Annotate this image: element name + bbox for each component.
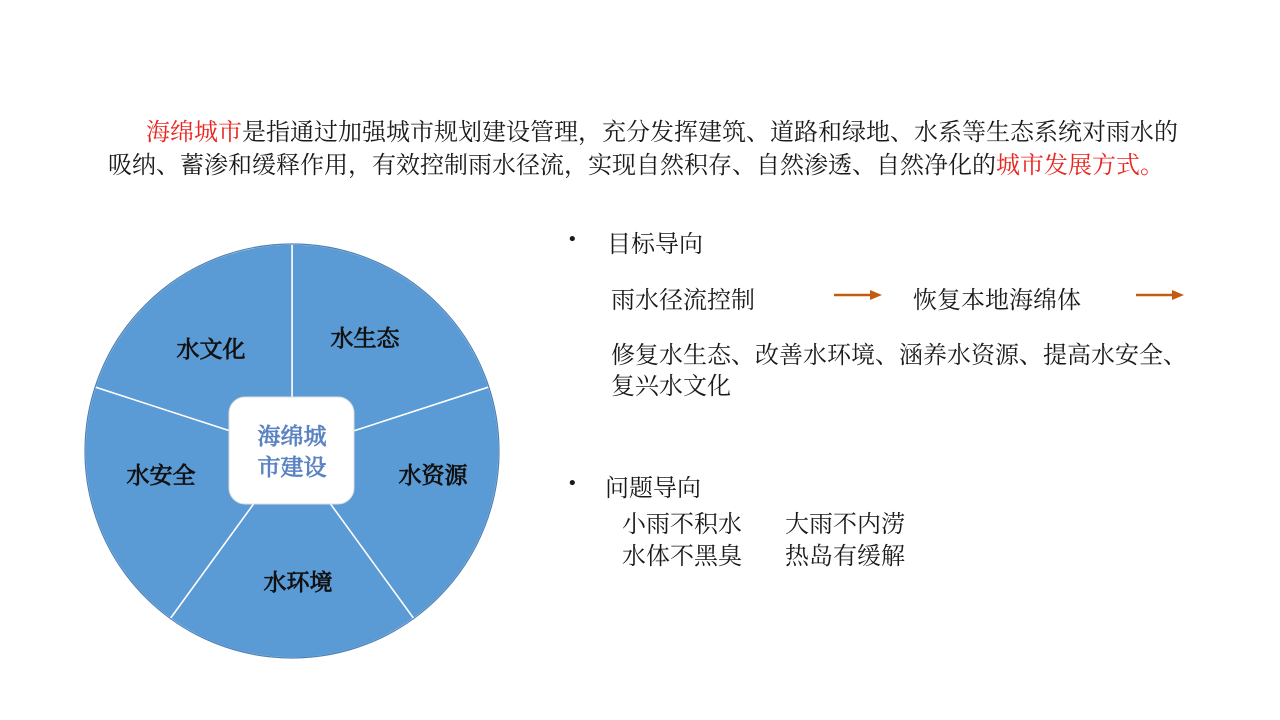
intro-paragraph: [108, 116, 1178, 182]
goals-outcome-line-1: 修复水生态、改善水环境、涵养水资源、提高水安全、: [611, 341, 1187, 369]
problems-item-2: 大雨不内涝: [785, 510, 905, 538]
problems-item-4: 热岛有缓解: [785, 542, 905, 570]
intro-term-highlight: 海绵城市: [146, 118, 242, 146]
problems-bullet: •: [567, 473, 578, 494]
segment-label-water-ecology: 水生态: [330, 325, 400, 352]
intro-period: 。: [1140, 151, 1164, 179]
intro-conclusion-highlight: 城市发展方式: [996, 151, 1140, 179]
problems-item-1: 小雨不积水: [622, 510, 742, 538]
segment-label-water-culture: 水文化: [176, 336, 246, 363]
arrow-right-icon: [1134, 288, 1186, 302]
arrow-right-icon: [832, 288, 884, 302]
segment-label-water-resources: 水资源: [398, 462, 468, 489]
segment-label-water-safety: 水安全: [126, 462, 196, 489]
goals-heading: 目标导向: [607, 230, 703, 258]
center-label-line2: 市建设: [257, 454, 327, 481]
intro-definition-text: 是指通过加强城市规划建设管理，充分发挥建筑、道路和绿地、水系等生态系统对雨水的吸纳、蓄渗和缓释作用，有效控制雨水径流，实现自然积存、自然渗透、自然净化的: [108, 118, 1178, 179]
goals-step-1: 雨水径流控制: [611, 286, 755, 314]
problems-item-3: 水体不黑臭: [622, 542, 742, 570]
goals-bullet: •: [567, 229, 578, 250]
center-label-line1: 海绵城: [257, 423, 327, 450]
segment-label-water-environment: 水环境: [263, 569, 333, 596]
problems-heading: 问题导向: [605, 474, 701, 502]
goals-outcome-line-2: 复兴水文化: [611, 372, 731, 400]
diagram-center-box: [229, 397, 354, 504]
goals-step-2: 恢复本地海绵体: [913, 286, 1081, 314]
